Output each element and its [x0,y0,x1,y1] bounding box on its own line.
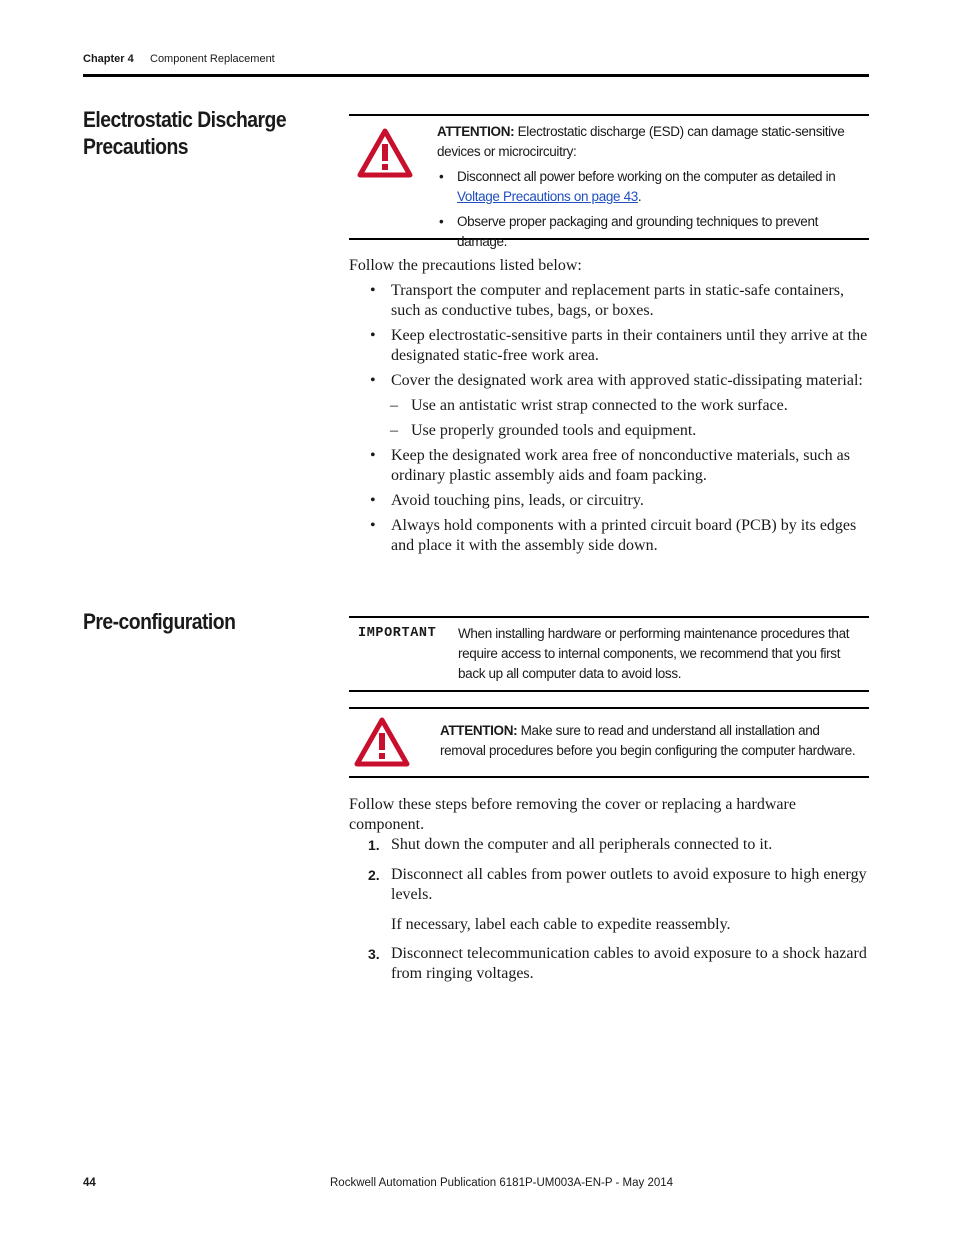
step-item [349,865,874,935]
voltage-precautions-link[interactable]: Voltage Precautions on page 43 [457,189,638,204]
esd-heading-line2: Precautions [83,134,189,159]
list-item: • Cover the designated work area with approved static-dissipating material: [349,371,874,391]
publication-info: Rockwell Automation Publication 6181P-UM003A-EN-P - May 2014 [330,1177,674,1189]
warning-triangle-icon [354,717,410,767]
preconfig-steps [349,835,874,984]
list-item: • Avoid touching pins, leads, or circuitry. [349,491,874,511]
esd-precautions [349,256,874,556]
preconfig-intro: Follow these steps before removing the cover or replacing a hardware component. [349,796,796,833]
step-number: 2. [368,867,380,883]
header-rule [83,74,869,77]
esd-list [349,281,874,556]
esd-intro: Follow the precautions listed below: [349,257,582,274]
step-number: 3. [368,946,380,962]
list-item: • Keep the designated work area free of nonconductive materials, such as ordinary plastic assembly aids and foam packing. [349,446,874,486]
list-item: • Transport the computer and replacement parts in static-safe containers, such as conductive tubes, bags, or boxes. [349,281,874,321]
attention-label: ATTENTION: [440,723,518,738]
step-note: If necessary, label each cable to expedite reassembly. [391,916,731,933]
important-label: IMPORTANT [358,626,437,641]
important-text: When installing hardware or performing maintenance procedures that require access to internal components, we recommend that you first back up all computer data to avoid loss. [458,626,850,681]
chapter-label: Chapter 4 [83,53,134,65]
list-item: • Always hold components with a printed circuit board (PCB) by its edges and place it with the assembly side down. [349,516,874,556]
step-item [349,944,874,984]
important-box [349,616,869,692]
attention-message: Electrostatic discharge (ESD) can damage static-sensitive devices or microcircuitry: [437,124,845,159]
list-item: • Keep electrostatic-sensitive parts in their containers until they arrive at the designated static-free work area. [349,326,874,366]
attention-bullet-text: Disconnect all power before working on the computer as detailed in [457,169,836,184]
step-text: Disconnect telecommunication cables to avoid exposure to a shock hazard from ringing voltages. [391,945,867,982]
attention-message: Make sure to read and understand all installation and removal procedures before you begin configuring the computer hardware. [440,723,856,758]
esd-attention-box [349,114,869,249]
sub-list-item: – Use properly grounded tools and equipment. [349,421,874,441]
esd-attention-text [437,122,867,252]
steps-list [349,835,874,984]
page-header [83,53,869,75]
esd-heading-line1: Electrostatic Discharge [83,107,287,132]
step-number: 1. [368,837,380,853]
attention-bullet: • Observe proper packaging and grounding techniques to prevent damage. [437,212,867,252]
step-text: Shut down the computer and all peripherals connected to it. [391,836,773,853]
warning-triangle-icon [357,128,413,178]
sub-list-item: – Use an antistatic wrist strap connected to the work surface. [349,396,874,416]
attention-label: ATTENTION: [437,124,515,139]
chapter-title: Component Replacement [150,53,275,65]
page-number: 44 [83,1177,96,1189]
attention-bullet [437,167,867,207]
step-text: Disconnect all cables from power outlets to avoid exposure to high energy levels. [391,866,867,903]
esd-heading [83,106,286,160]
preconfig-attention-text [440,721,860,761]
attention-bullet-end: . [637,189,642,204]
preconfig-attention-box [349,707,869,778]
preconfig-heading: Pre-configuration [83,609,236,634]
step-item [349,835,874,855]
